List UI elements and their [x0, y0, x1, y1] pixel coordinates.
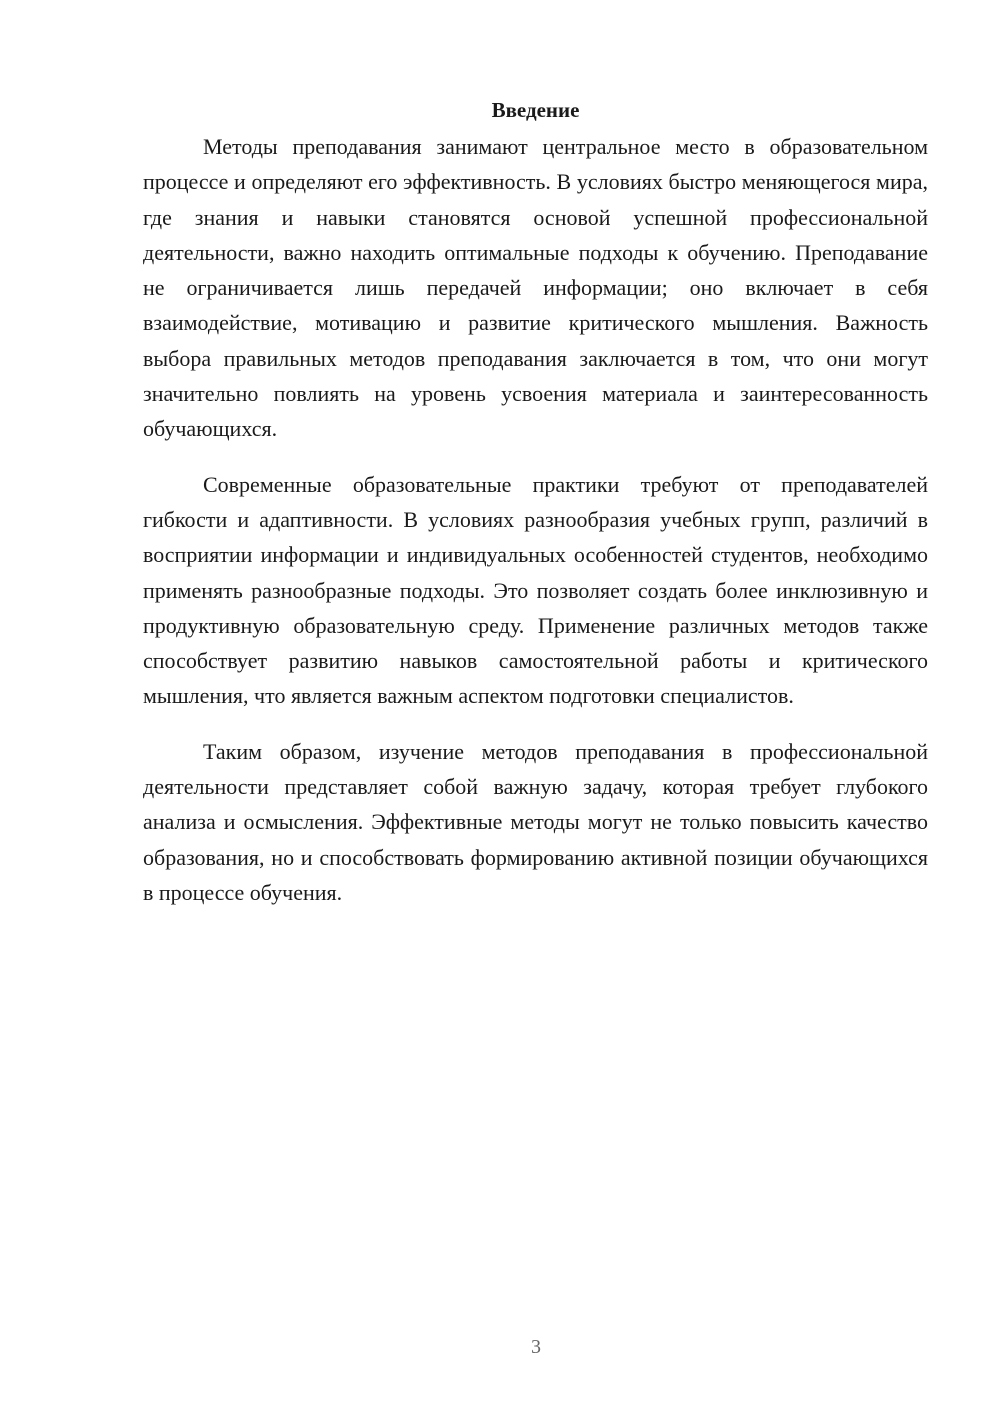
page-content [143, 92, 928, 930]
paragraph-1: Методы преподавания занимают центральное место в образовательном процессе и определяют его эффективность. В условиях быстро меняющегося мира, где знания и навыки становятся основой успешной профессиональной деятельности, важно находить оптимальные подходы к обучению. Преподавание не ограничивается лишь передачей информации; оно включает в себя взаимодействие, мотивацию и развитие критического мышления. Важность выбора правильных методов преподавания заключается в том, что они могут значительно повлиять на уровень усвоения материала и заинтересованность обучающихся. [143, 134, 928, 442]
page-number: 3 [531, 1336, 541, 1358]
section-title: Введение [491, 98, 580, 122]
paragraph-3: Таким образом, изучение методов преподавания в профессиональной деятельности представляет собой важную задачу, которая требует глубокого анализа и осмысления. Эффективные методы могут не только повысить качество образования, но и способствовать формированию активной позиции обучающихся в процессе обучения. [143, 738, 928, 905]
paragraph-2: Современные образовательные практики требуют от преподавателей гибкости и адаптивности. В условиях разнообразия учебных групп, различий в восприятии информации и индивидуальных особенностей студентов, необходимо применять разнообразные подходы. Это позволяет создать более инклюзивную и продуктивную образовательную среду. Применение различных методов также способствует развитию навыков самостоятельной работы и критического мышления, что является важным аспектом подготовки специалистов. [143, 471, 928, 709]
